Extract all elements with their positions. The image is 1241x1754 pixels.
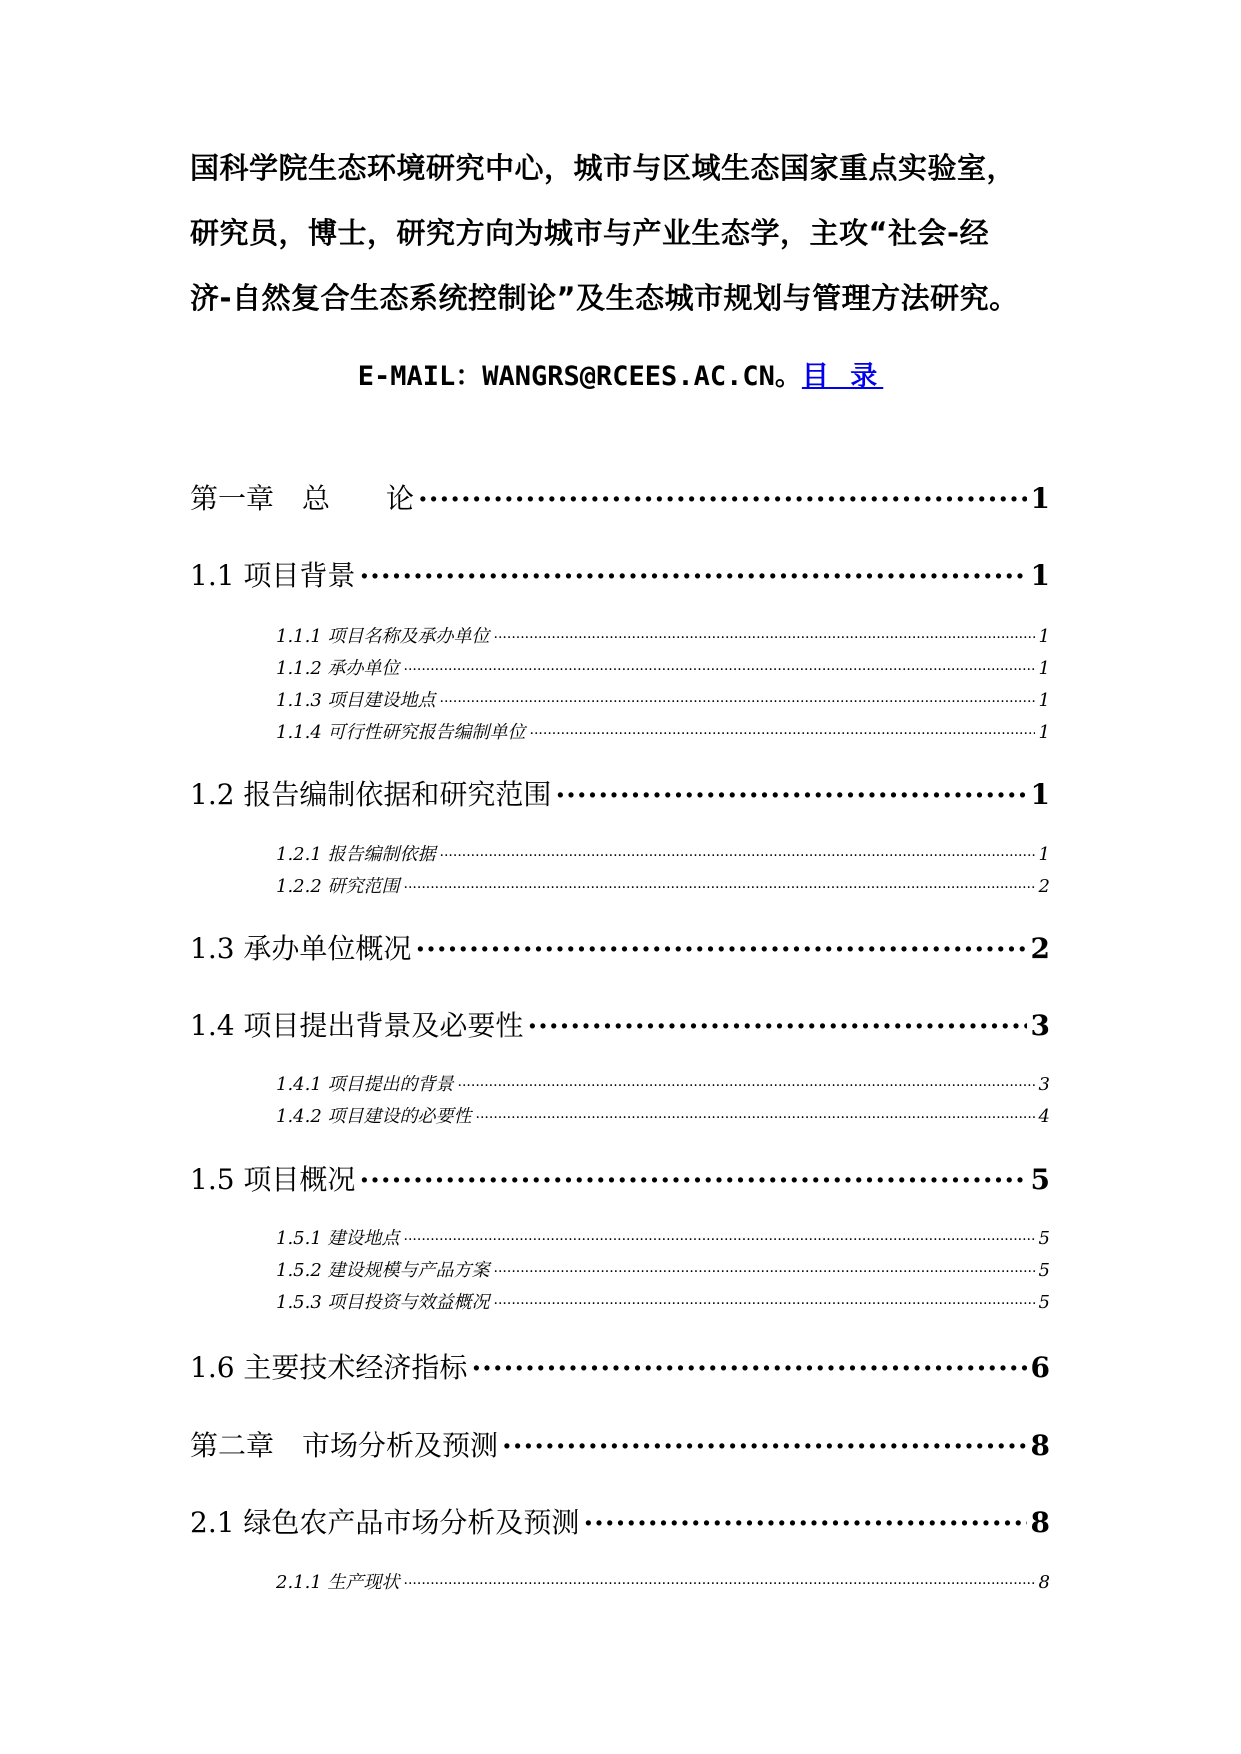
bio-line: 研究员，博士，研究方向为城市与产业生态学，主攻“社会-经	[190, 216, 990, 250]
toc-subsection-entry[interactable]	[190, 1568, 1050, 1600]
toc-section-entry[interactable]	[190, 927, 1050, 967]
toc-page-number: 3	[1030, 1009, 1050, 1042]
toc-link[interactable]: 目 录	[801, 361, 884, 392]
toc-page-number: 1	[1038, 690, 1050, 711]
toc-entry-label: 1.1.4 可行性研究报告编制单位	[276, 722, 526, 743]
toc-entry-label: 1.1 项目背景	[190, 559, 356, 592]
toc-entry-label: 第一章 总 论	[190, 482, 415, 515]
toc-entry-label: 1.5.1 建设地点	[276, 1228, 400, 1249]
dot-leader	[404, 1570, 1035, 1588]
bio-line: 国科学院生态环境研究中心，城市与区域生态国家重点实验室，	[190, 151, 1017, 185]
toc-page-number: 6	[1030, 1351, 1050, 1384]
dot-leader	[530, 720, 1035, 738]
toc-entry-label: 1.1.1 项目名称及承办单位	[276, 626, 490, 647]
email-line	[0, 357, 1241, 397]
toc-page-number: 8	[1038, 1572, 1050, 1593]
toc-subsection-entry[interactable]	[190, 1288, 1050, 1320]
toc-chapter-entry[interactable]	[190, 477, 1050, 517]
toc-section-entry[interactable]	[190, 1346, 1050, 1386]
toc-page-number: 4	[1038, 1106, 1050, 1127]
toc-page-number: 1	[1030, 482, 1050, 515]
author-bio	[190, 148, 1060, 318]
toc-entry-label: 1.2 报告编制依据和研究范围	[190, 778, 552, 811]
dot-leader	[458, 1072, 1035, 1090]
dot-leader	[359, 555, 1026, 585]
toc-page-number: 1	[1038, 844, 1050, 865]
toc-entry-label: 1.2.1 报告编制依据	[276, 844, 436, 865]
toc-subsection-entry[interactable]	[190, 1256, 1050, 1288]
toc-page-number: 1	[1030, 778, 1050, 811]
toc-page-number: 5	[1038, 1292, 1050, 1313]
dot-leader	[494, 1258, 1035, 1276]
dot-leader	[494, 1290, 1035, 1308]
toc-subsection-entry[interactable]	[190, 686, 1050, 718]
toc-section-entry[interactable]	[190, 1004, 1050, 1044]
dot-leader	[502, 1425, 1027, 1455]
toc-subsection-entry[interactable]	[190, 654, 1050, 686]
bio-line: 济-自然复合生态系统控制论”及生态城市规划与管理方法研究。	[190, 281, 1019, 315]
dot-leader	[527, 1005, 1026, 1035]
toc-section-entry[interactable]	[190, 1158, 1050, 1198]
dot-leader	[404, 874, 1035, 892]
dot-leader	[404, 1226, 1035, 1244]
toc-page-number: 1	[1038, 626, 1050, 647]
email-text: E-MAIL：WANGRS@RCEES.AC.CN。	[357, 361, 802, 392]
dot-leader	[555, 774, 1026, 804]
toc-page-number: 2	[1038, 876, 1050, 897]
dot-leader	[418, 478, 1027, 508]
toc-section-entry[interactable]	[190, 773, 1050, 813]
toc-entry-label: 1.5 项目概况	[190, 1163, 356, 1196]
toc-page-number: 5	[1038, 1228, 1050, 1249]
toc-section-entry[interactable]	[190, 554, 1050, 594]
toc-subsection-entry[interactable]	[190, 622, 1050, 654]
toc-entry-label: 1.4.2 项目建设的必要性	[276, 1106, 472, 1127]
dot-leader	[471, 1347, 1026, 1377]
toc-page-number: 2	[1030, 932, 1050, 965]
dot-leader	[415, 928, 1026, 958]
toc-page-number: 1	[1038, 658, 1050, 679]
toc-entry-label: 2.1 绿色农产品市场分析及预测	[190, 1506, 580, 1539]
dot-leader	[404, 656, 1035, 674]
dot-leader	[494, 624, 1035, 642]
toc-subsection-entry[interactable]	[190, 840, 1050, 872]
toc-entry-label: 1.6 主要技术经济指标	[190, 1351, 468, 1384]
toc-entry-label: 1.4.1 项目提出的背景	[276, 1074, 454, 1095]
toc-chapter-entry[interactable]	[190, 1424, 1050, 1464]
toc-page-number: 5	[1038, 1260, 1050, 1281]
toc-page-number: 5	[1030, 1163, 1050, 1196]
toc-entry-label: 1.5.3 项目投资与效益概况	[276, 1292, 490, 1313]
toc-page-number: 3	[1038, 1074, 1050, 1095]
dot-leader	[476, 1104, 1035, 1122]
toc-entry-label: 1.4 项目提出背景及必要性	[190, 1009, 524, 1042]
toc-entry-label: 2.1.1 生产现状	[276, 1572, 400, 1593]
toc-subsection-entry[interactable]	[190, 1224, 1050, 1256]
toc-subsection-entry[interactable]	[190, 718, 1050, 750]
toc-entry-label: 1.1.3 项目建设地点	[276, 690, 436, 711]
toc-entry-label: 第二章 市场分析及预测	[190, 1429, 499, 1462]
toc-subsection-entry[interactable]	[190, 1070, 1050, 1102]
dot-leader	[440, 842, 1035, 860]
toc-entry-label: 1.2.2 研究范围	[276, 876, 400, 897]
toc-page-number: 8	[1030, 1429, 1050, 1462]
toc-subsection-entry[interactable]	[190, 1102, 1050, 1134]
toc-subsection-entry[interactable]	[190, 872, 1050, 904]
dot-leader	[440, 688, 1035, 706]
toc-page-number: 8	[1030, 1506, 1050, 1539]
toc-page-number: 1	[1038, 722, 1050, 743]
toc-entry-label: 1.1.2 承办单位	[276, 658, 400, 679]
toc-page-number: 1	[1030, 559, 1050, 592]
toc-section-entry[interactable]	[190, 1501, 1050, 1541]
dot-leader	[359, 1159, 1026, 1189]
toc-entry-label: 1.3 承办单位概况	[190, 932, 412, 965]
dot-leader	[583, 1502, 1026, 1532]
toc-entry-label: 1.5.2 建设规模与产品方案	[276, 1260, 490, 1281]
